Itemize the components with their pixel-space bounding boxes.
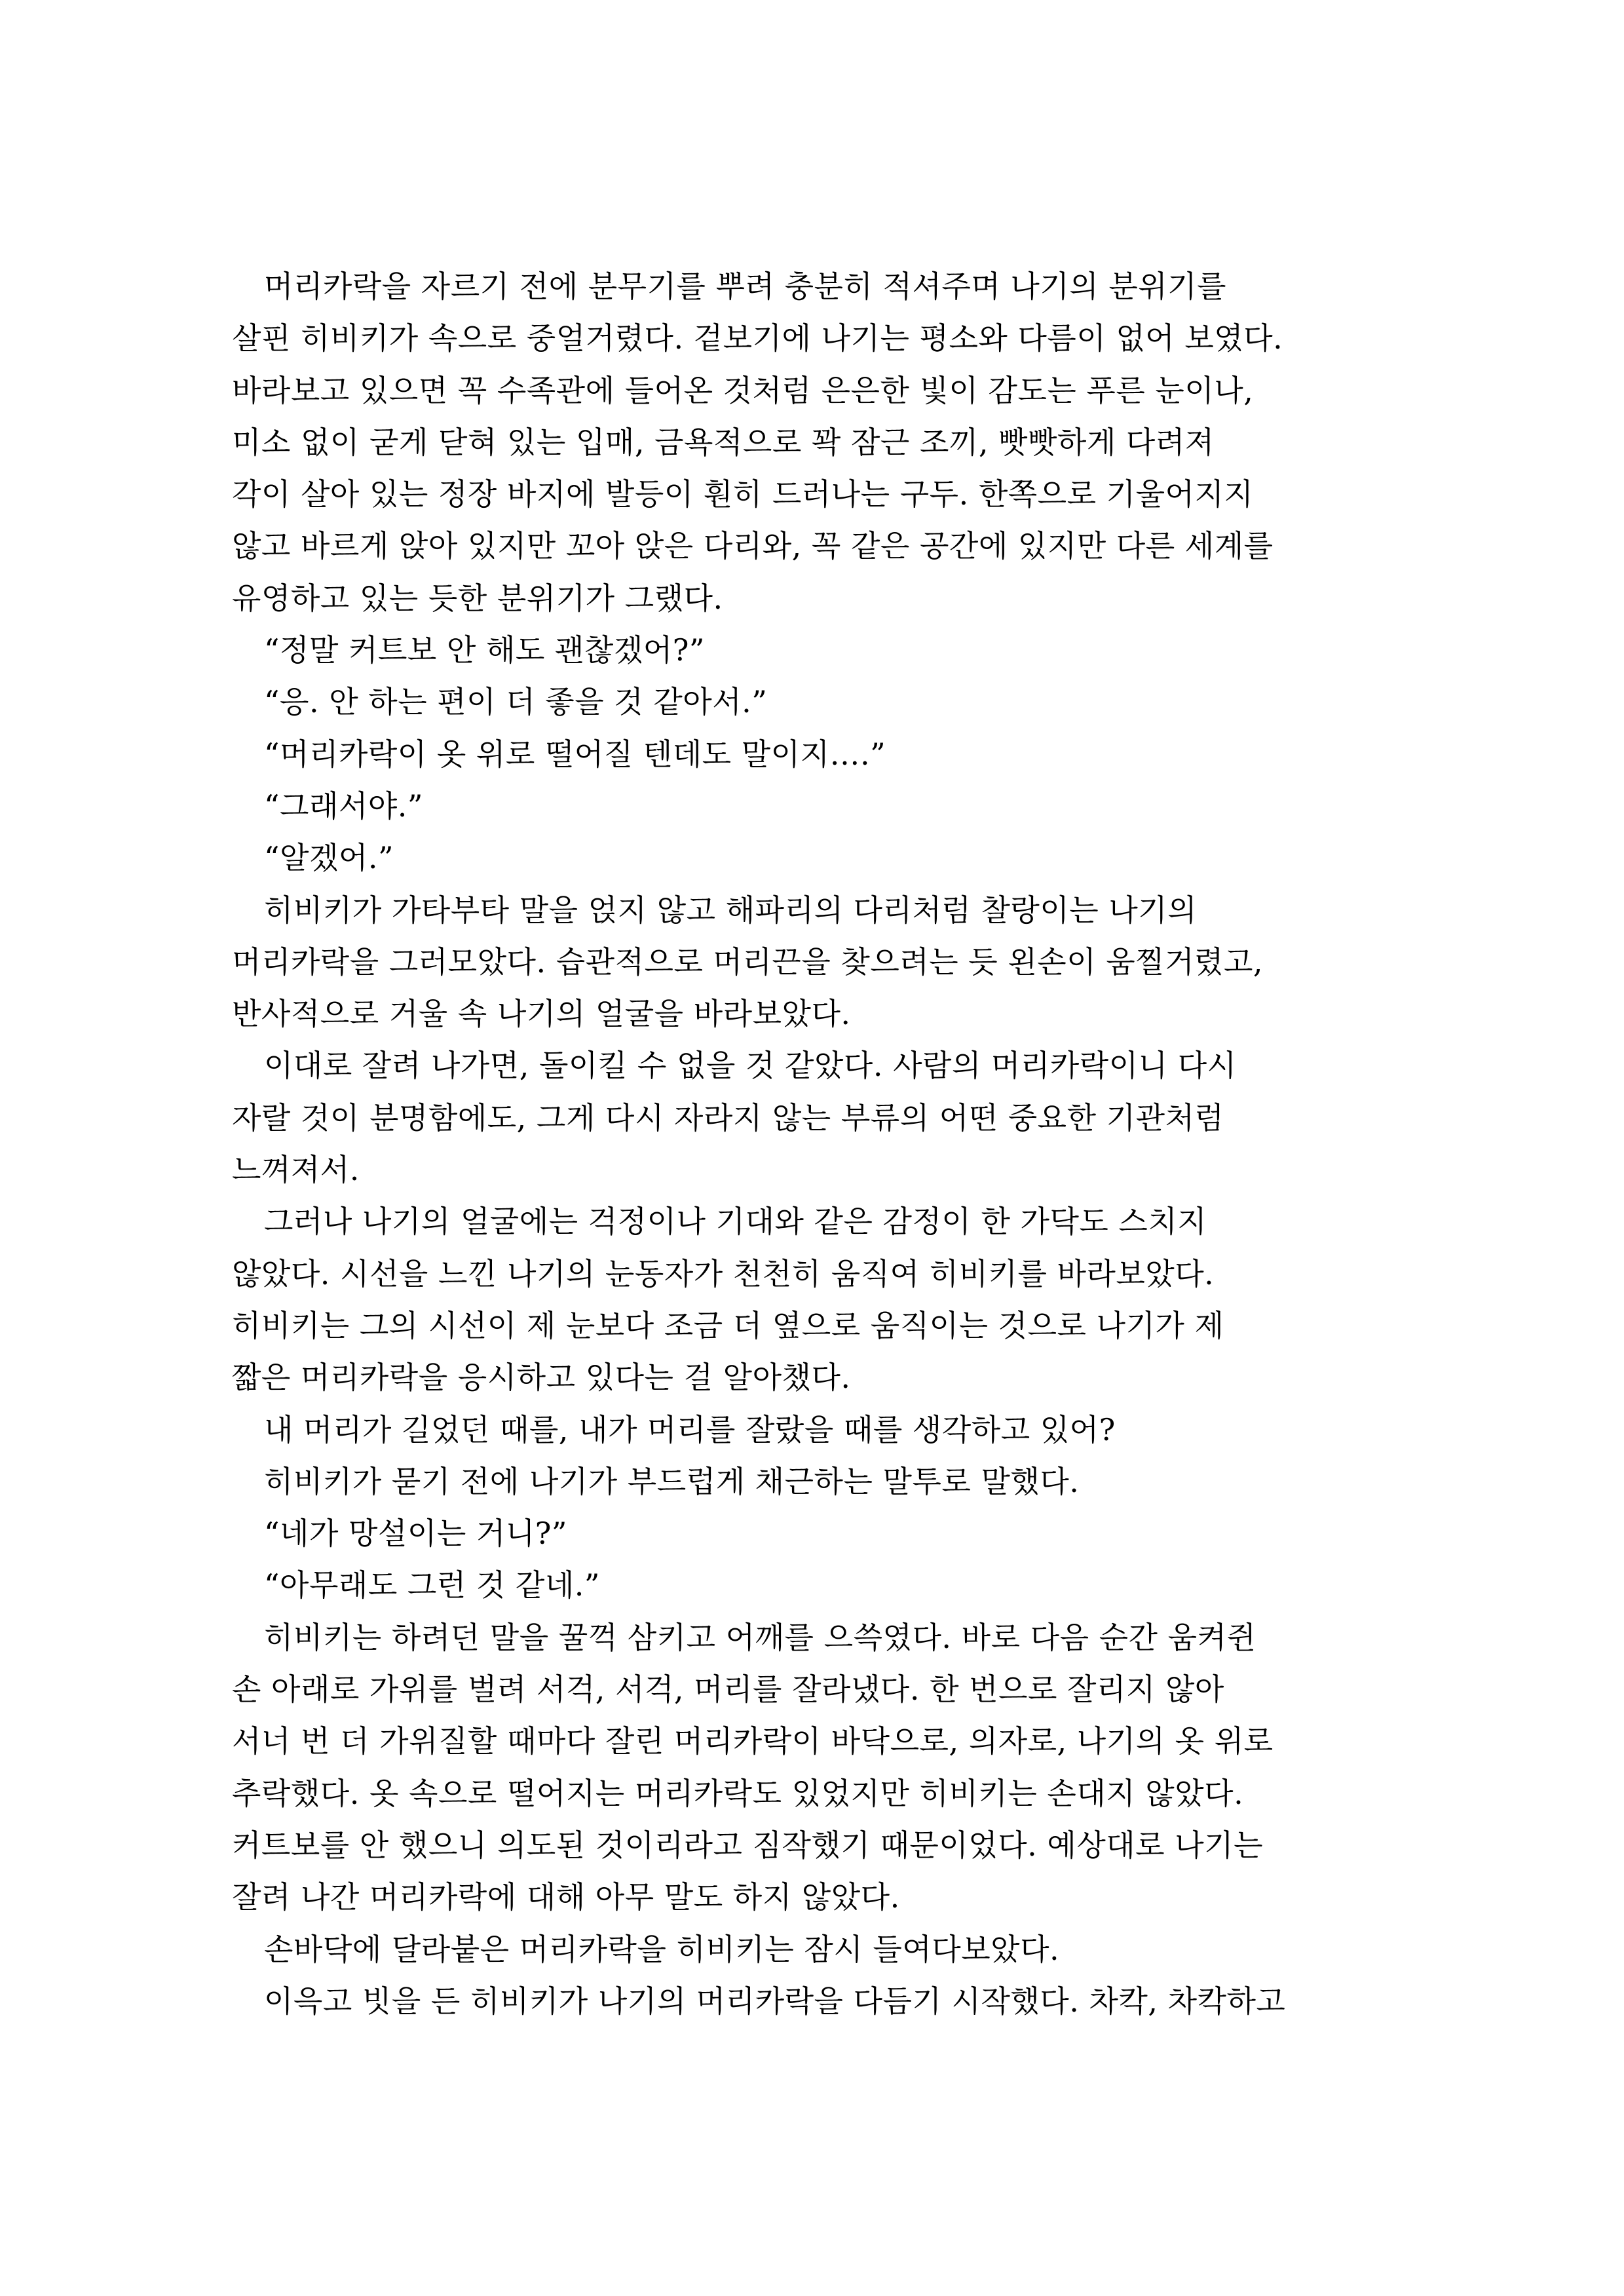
text-line: 유영하고 있는 듯한 분위기가 그랬다. bbox=[232, 580, 723, 616]
dialogue-line: “그래서야.” bbox=[264, 788, 423, 824]
text-line: 느껴져서. bbox=[232, 1152, 360, 1188]
text-line: 바라보고 있으면 꼭 수족관에 들어온 것처럼 은은한 빛이 감도는 푸른 눈이나, bbox=[232, 372, 1254, 408]
dialogue-line: “네가 망설이는 거니?” bbox=[264, 1516, 567, 1552]
text-line: 추락했다. 옷 속으로 떨어지는 머리카락도 있었지만 히비키는 손대지 않았다. bbox=[232, 1775, 1244, 1811]
dialogue-line: “알겠어.” bbox=[264, 840, 394, 876]
dialogue-line: “머리카락이 옷 위로 떨어질 텐데도 말이지….” bbox=[264, 736, 886, 772]
text-line: 머리카락을 자르기 전에 분무기를 뿌려 충분히 적셔주며 나기의 분위기를 bbox=[264, 269, 1227, 304]
text-line: 손바닥에 달라붙은 머리카락을 히비키는 잠시 들여다보았다. bbox=[264, 1931, 1060, 1967]
text-line: 자랄 것이 분명함에도, 그게 다시 자라지 않는 부류의 어떤 중요한 기관처럼 bbox=[232, 1100, 1224, 1136]
dialogue-line: “정말 커트보 안 해도 괜찮겠어?” bbox=[264, 632, 705, 668]
text-line: 반사적으로 거울 속 나기의 얼굴을 바라보았다. bbox=[232, 996, 851, 1032]
text-line: 서너 번 더 가위질할 때마다 잘린 머리카락이 바닥으로, 의자로, 나기의 옷 위로 bbox=[232, 1723, 1274, 1759]
text-line: 이윽고 빗을 든 히비키가 나기의 머리카락을 다듬기 시작했다. 차칵, 차칵하고 bbox=[264, 1983, 1286, 2019]
text-line: 않고 바르게 앉아 있지만 꼬아 앉은 다리와, 꼭 같은 공간에 있지만 다른 세계를 bbox=[232, 528, 1274, 564]
text-line: 않았다. 시선을 느낀 나기의 눈동자가 천천히 움직여 히비키를 바라보았다. bbox=[232, 1255, 1215, 1292]
text-line: 미소 없이 굳게 닫혀 있는 입매, 금욕적으로 꽉 잠근 조끼, 빳빳하게 다려져 bbox=[232, 424, 1215, 460]
text-line: 내 머리가 길었던 때를, 내가 머리를 잘랐을 때를 생각하고 있어? bbox=[264, 1411, 1116, 1447]
text-line: 살핀 히비키가 속으로 중얼거렸다. 겉보기에 나기는 평소와 다름이 없어 보였다. bbox=[232, 320, 1283, 356]
body-text bbox=[232, 261, 1411, 2027]
dialogue-line: “아무래도 그런 것 같네.” bbox=[264, 1567, 600, 1603]
text-line: 짧은 머리카락을 응시하고 있다는 걸 알아챘다. bbox=[232, 1360, 851, 1396]
text-line: 이대로 잘려 나가면, 돌이킬 수 없을 것 같았다. 사람의 머리카락이니 다시 bbox=[264, 1048, 1237, 1084]
text-line: 히비키는 하려던 말을 꿀꺽 삼키고 어깨를 으쓱였다. 바로 다음 순간 움켜쥔 bbox=[264, 1619, 1256, 1655]
text-line: 잘려 나간 머리카락에 대해 아무 말도 하지 않았다. bbox=[232, 1879, 900, 1915]
dialogue-line: “응. 안 하는 편이 더 좋을 것 같아서.” bbox=[264, 684, 768, 720]
text-line: 그러나 나기의 얼굴에는 걱정이나 기대와 같은 감정이 한 가닥도 스치지 bbox=[264, 1204, 1207, 1240]
text-line: 히비키가 묻기 전에 나기가 부드럽게 채근하는 말투로 말했다. bbox=[264, 1463, 1080, 1499]
text-line: 히비키는 그의 시선이 제 눈보다 조금 더 옆으로 움직이는 것으로 나기가 제 bbox=[232, 1307, 1224, 1343]
text-line: 각이 살아 있는 정장 바지에 발등이 훤히 드러나는 구두. 한쪽으로 기울어지지 bbox=[232, 476, 1254, 512]
text-line: 히비키가 가타부타 말을 얹지 않고 해파리의 다리처럼 찰랑이는 나기의 bbox=[264, 892, 1198, 928]
text-line: 머리카락을 그러모았다. 습관적으로 머리끈을 찾으려는 듯 왼손이 움찔거렸고, bbox=[232, 944, 1264, 980]
text-line: 손 아래로 가위를 벌려 서걱, 서걱, 머리를 잘라냈다. 한 번으로 잘리지 않아 bbox=[232, 1672, 1224, 1708]
text-line: 커트보를 안 했으니 의도된 것이리라고 짐작했기 때문이었다. 예상대로 나기는 bbox=[232, 1827, 1264, 1863]
